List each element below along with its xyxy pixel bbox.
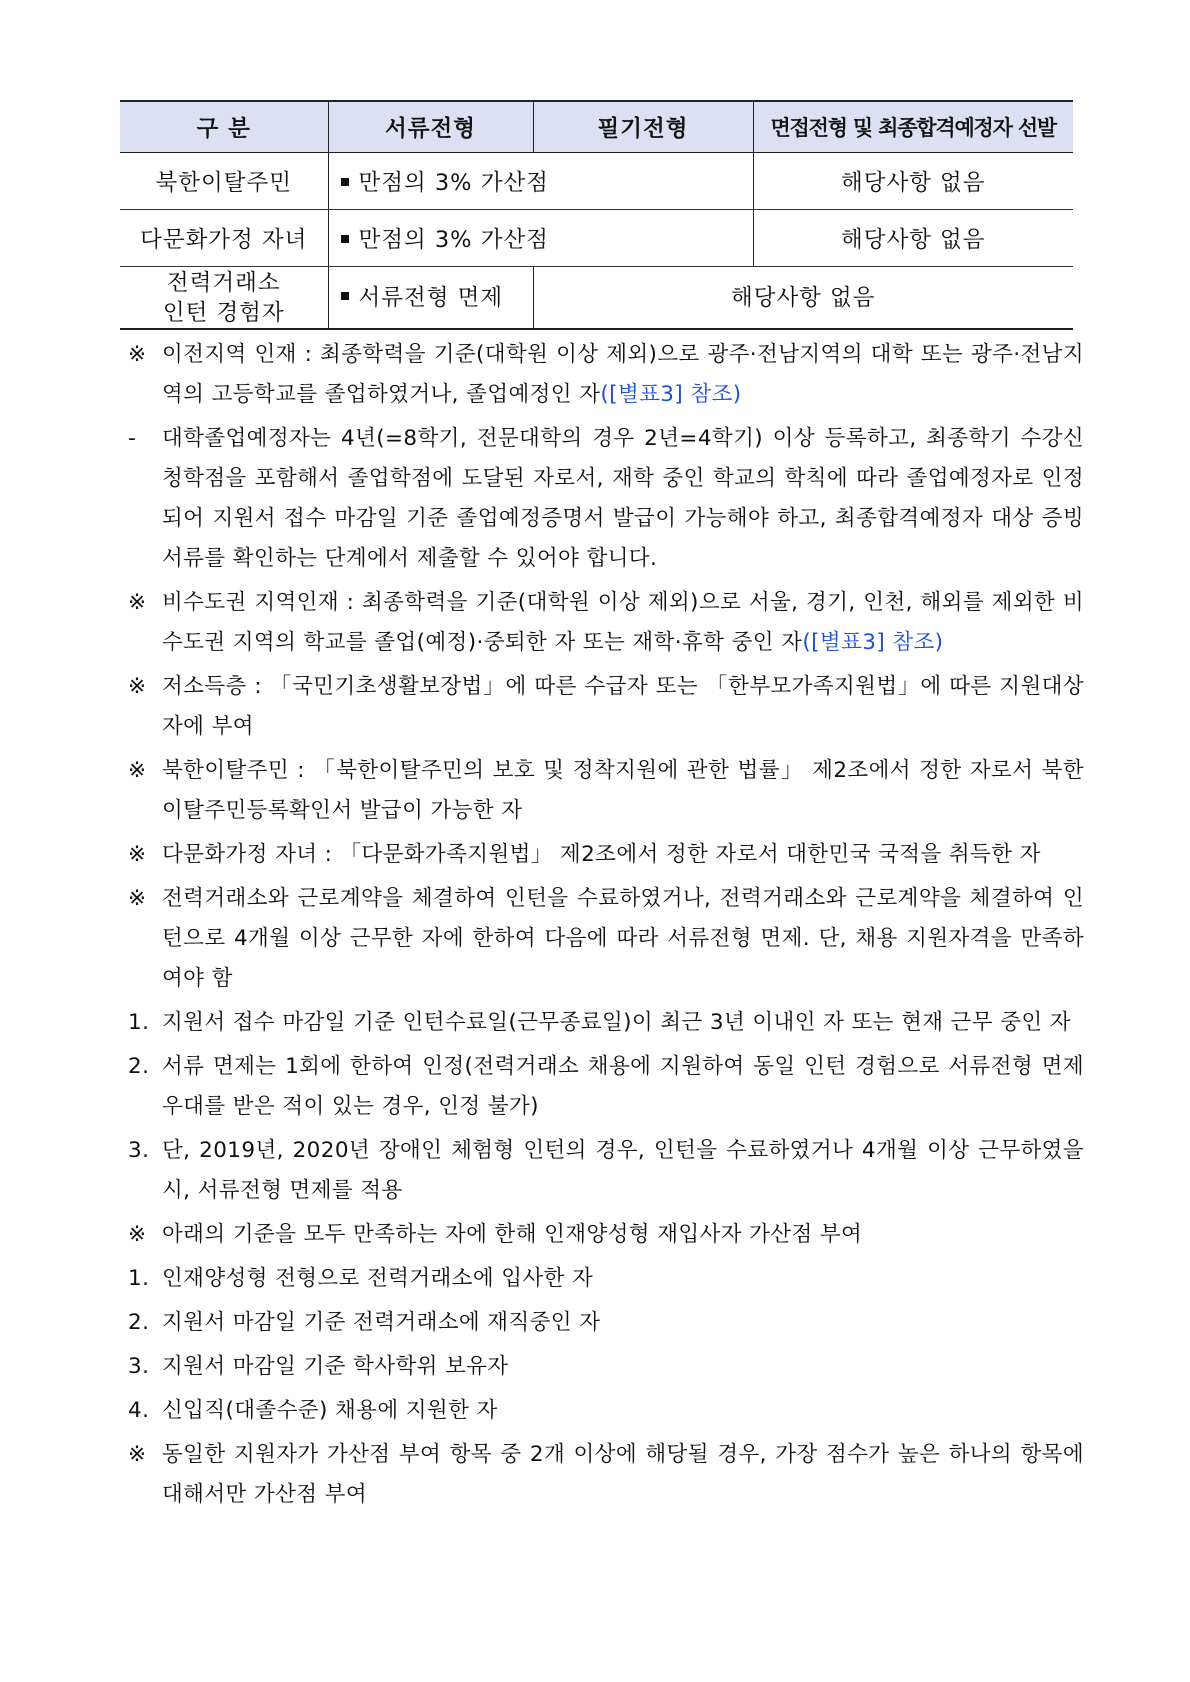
note-marker: ※	[128, 342, 147, 367]
note-text: 신입직(대졸수준) 채용에 지원한 자	[162, 1398, 498, 1423]
note-text: 동일한 지원자가 가산점 부여 항목 중 2개 이상에 해당될 경우, 가장 점수가 높은 하나의 항목에 대해서만 가산점 부여	[162, 1442, 1084, 1507]
header-written-test: 필기전형	[533, 101, 753, 153]
note-marker: ※	[128, 674, 147, 699]
table-row	[120, 210, 1073, 267]
note-item	[128, 335, 1084, 415]
table-row	[120, 267, 1073, 330]
note-marker: 2.	[128, 1054, 150, 1079]
table-header-row	[120, 101, 1073, 153]
row-other: 해당사항 없음	[533, 267, 1073, 330]
note-text: 다문화가정 자녀 : 「다문화가족지원법」 제2조에서 정한 자로서 대한민국 국적을 취득한 자	[162, 842, 1041, 867]
note-marker: -	[128, 426, 137, 451]
note-marker: 3.	[128, 1354, 150, 1379]
note-reference-link: ([별표3] 참조)	[600, 382, 742, 407]
preference-table-container	[120, 100, 1073, 330]
row-benefit-cell	[328, 267, 533, 330]
row-category: 다문화가정 자녀	[120, 210, 328, 267]
table-row	[120, 153, 1073, 210]
row-benefit: 서류전형 면제	[358, 284, 504, 311]
note-marker: ※	[128, 842, 147, 867]
note-text: 저소득층 : 「국민기초생활보장법」에 따른 수급자 또는 「한부모가족지원법」에 따른 지원대상자에 부여	[162, 674, 1084, 739]
note-marker: 1.	[128, 1010, 150, 1035]
note-marker: 1.	[128, 1266, 150, 1291]
row-benefit: 만점의 3% 가산점	[358, 170, 549, 196]
note-item	[128, 583, 1084, 663]
note-item	[128, 835, 1084, 875]
note-text: 이전지역 인재 : 최종학력을 기준(대학원 이상 제외)으로 광주·전남지역의 대학 또는 광주·전남지역의 고등학교를 졸업하였거나, 졸업예정인 자	[162, 342, 1084, 407]
note-text: 전력거래소와 근로계약을 체결하여 인턴을 수료하였거나, 전력거래소와 근로계약을 체결하여 인턴으로 4개월 이상 근무한 자에 한하여 다음에 따라 서류전형 면제. 단, 채용 지원자격을 만족하여야 함	[162, 886, 1084, 991]
note-text: 대학졸업예정자는 4년(=8학기, 전문대학의 경우 2년=4학기) 이상 등록하고, 최종학기 수강신청학점을 포함해서 졸업학점에 도달된 자로서, 재학 중인 학교의 학칙에 따라 졸업예정자로 인정되어 지원서 접수 마감일 기준 졸업예정증명서 발급이 가능해야 하고, 최종합격예정자 대상 증빙서류를 확인하는 단계에서 제출할 수 있어야 합니다.	[162, 426, 1084, 571]
bullet-square-icon	[341, 292, 349, 300]
note-item	[128, 1215, 1084, 1255]
note-item	[128, 1435, 1084, 1515]
note-text: 아래의 기준을 모두 만족하는 자에 한해 인재양성형 재입사자 가산점 부여	[162, 1222, 863, 1247]
preference-table	[120, 100, 1073, 330]
note-item	[128, 751, 1084, 831]
note-item	[128, 1131, 1084, 1211]
note-text: 지원서 마감일 기준 학사학위 보유자	[162, 1354, 509, 1379]
bullet-square-icon	[341, 235, 349, 243]
note-marker: ※	[128, 758, 147, 783]
note-item	[128, 1347, 1084, 1387]
row-category: 북한이탈주민	[120, 153, 328, 210]
note-item	[128, 1003, 1084, 1043]
row-benefit-cell	[328, 210, 753, 267]
note-marker: 3.	[128, 1138, 150, 1163]
note-text: 지원서 마감일 기준 전력거래소에 재직중인 자	[162, 1310, 601, 1335]
note-item	[128, 1047, 1084, 1127]
header-document-screening: 서류전형	[328, 101, 533, 153]
note-marker: ※	[128, 886, 147, 911]
header-interview-final: 면접전형 및 최종합격예정자 선발	[753, 101, 1073, 153]
note-item	[128, 1391, 1084, 1431]
row-other: 해당사항 없음	[753, 210, 1073, 267]
row-other: 해당사항 없음	[753, 153, 1073, 210]
row-category-line2: 인턴 경험자	[162, 299, 285, 326]
note-text: 비수도권 지역인재 : 최종학력을 기준(대학원 이상 제외)으로 서울, 경기, 인천, 해외를 제외한 비수도권 지역의 학교를 졸업(예정)·중퇴한 자 또는 재학·휴학 중인 자	[162, 590, 1084, 655]
header-category: 구 분	[120, 101, 328, 153]
note-item	[128, 667, 1084, 747]
row-benefit-cell	[328, 153, 753, 210]
bullet-square-icon	[341, 178, 349, 186]
note-text: 북한이탈주민 : 「북한이탈주민의 보호 및 정착지원에 관한 법률」 제2조에서 정한 자로서 북한이탈주민등록확인서 발급이 가능한 자	[162, 758, 1084, 823]
note-item	[128, 1303, 1084, 1343]
note-text: 인재양성형 전형으로 전력거래소에 입사한 자	[162, 1266, 594, 1291]
note-text: 서류 면제는 1회에 한하여 인정(전력거래소 채용에 지원하여 동일 인턴 경험으로 서류전형 면제 우대를 받은 적이 있는 경우, 인정 불가)	[162, 1054, 1084, 1119]
note-marker: 2.	[128, 1310, 150, 1335]
note-marker: 4.	[128, 1398, 150, 1423]
note-item	[128, 1259, 1084, 1299]
row-category-line1: 전력거래소	[166, 269, 281, 296]
note-text: 단, 2019년, 2020년 장애인 체험형 인턴의 경우, 인턴을 수료하였거나 4개월 이상 근무하였을 시, 서류전형 면제를 적용	[162, 1138, 1084, 1203]
row-benefit: 만점의 3% 가산점	[358, 227, 549, 253]
note-marker: ※	[128, 590, 147, 615]
note-marker: ※	[128, 1222, 147, 1247]
note-text: 지원서 접수 마감일 기준 인턴수료일(근무종료일)이 최근 3년 이내인 자 또는 현재 근무 중인 자	[162, 1010, 1071, 1035]
note-item	[128, 879, 1084, 999]
note-reference-link: ([별표3] 참조)	[802, 630, 944, 655]
note-marker: ※	[128, 1442, 147, 1467]
note-item	[128, 419, 1084, 579]
row-category-cell	[120, 267, 328, 330]
notes-section	[128, 335, 1084, 1515]
